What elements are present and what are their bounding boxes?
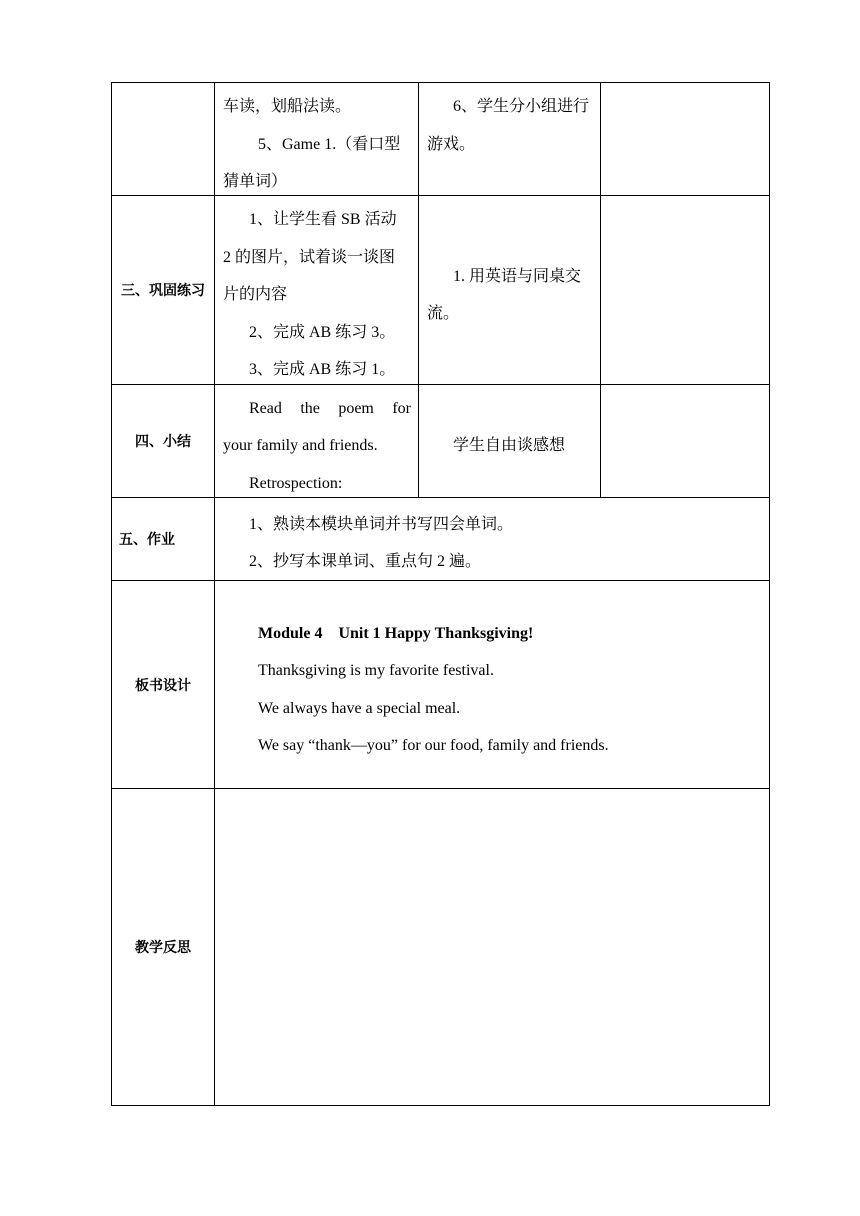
board-line-3: We say “thank—you” for our food, family and friends. [258, 737, 609, 754]
row4-item-1: 1、熟读本模块单词并书写四会单词。 [249, 516, 514, 533]
row2-step-line-5: 3、完成 AB 练习 1。 [249, 361, 396, 378]
row2-label: 三、巩固练习 [121, 283, 205, 299]
row3-word-2: the [300, 400, 320, 417]
row3-word-3: poem [338, 400, 374, 417]
row1-student-line-1: 6、学生分小组进行 [453, 98, 590, 115]
row3-word-1: Read [249, 400, 282, 417]
row2-step-line-2: 2 的图片，试着谈一谈图 [223, 249, 396, 266]
row3-word-4: for [392, 400, 411, 417]
board-line-1: Thanksgiving is my favorite festival. [258, 662, 494, 679]
row3-step-line-1 [223, 399, 411, 419]
row1-step-line-1: 车读，划船法读。 [223, 98, 352, 115]
row1-step-line-3: 猜单词） [223, 173, 288, 190]
row3-label: 四、小结 [135, 434, 191, 450]
board-title: Module 4 Unit 1 Happy Thanksgiving! [258, 625, 534, 642]
row2-step-line-3: 片的内容 [223, 286, 288, 303]
row3-student-line-1: 学生自由谈感想 [453, 437, 566, 454]
row2-student-line-1: 1. 用英语与同桌交 [453, 268, 582, 285]
row4-item-2: 2、抄写本课单词、重点句 2 遍。 [249, 553, 482, 570]
row5-label: 板书设计 [135, 677, 191, 694]
row2-step-line-1: 1、让学生看 SB 活动 [249, 211, 397, 228]
row3-step-line-2: your family and friends. [223, 437, 378, 454]
reflection-content-area [215, 789, 769, 1105]
board-line-2: We always have a special meal. [258, 700, 461, 717]
row6-label: 教学反思 [135, 940, 191, 956]
row2-student-line-2: 流。 [427, 305, 460, 322]
row4-label: 五、作业 [119, 532, 175, 548]
row2-step-line-4: 2、完成 AB 练习 3。 [249, 324, 396, 341]
row3-step-line-3: Retrospection: [249, 475, 343, 492]
row1-student-line-2: 游戏。 [427, 136, 476, 153]
row1-step-line-2: 5、Game 1.（看口型 [258, 136, 401, 153]
